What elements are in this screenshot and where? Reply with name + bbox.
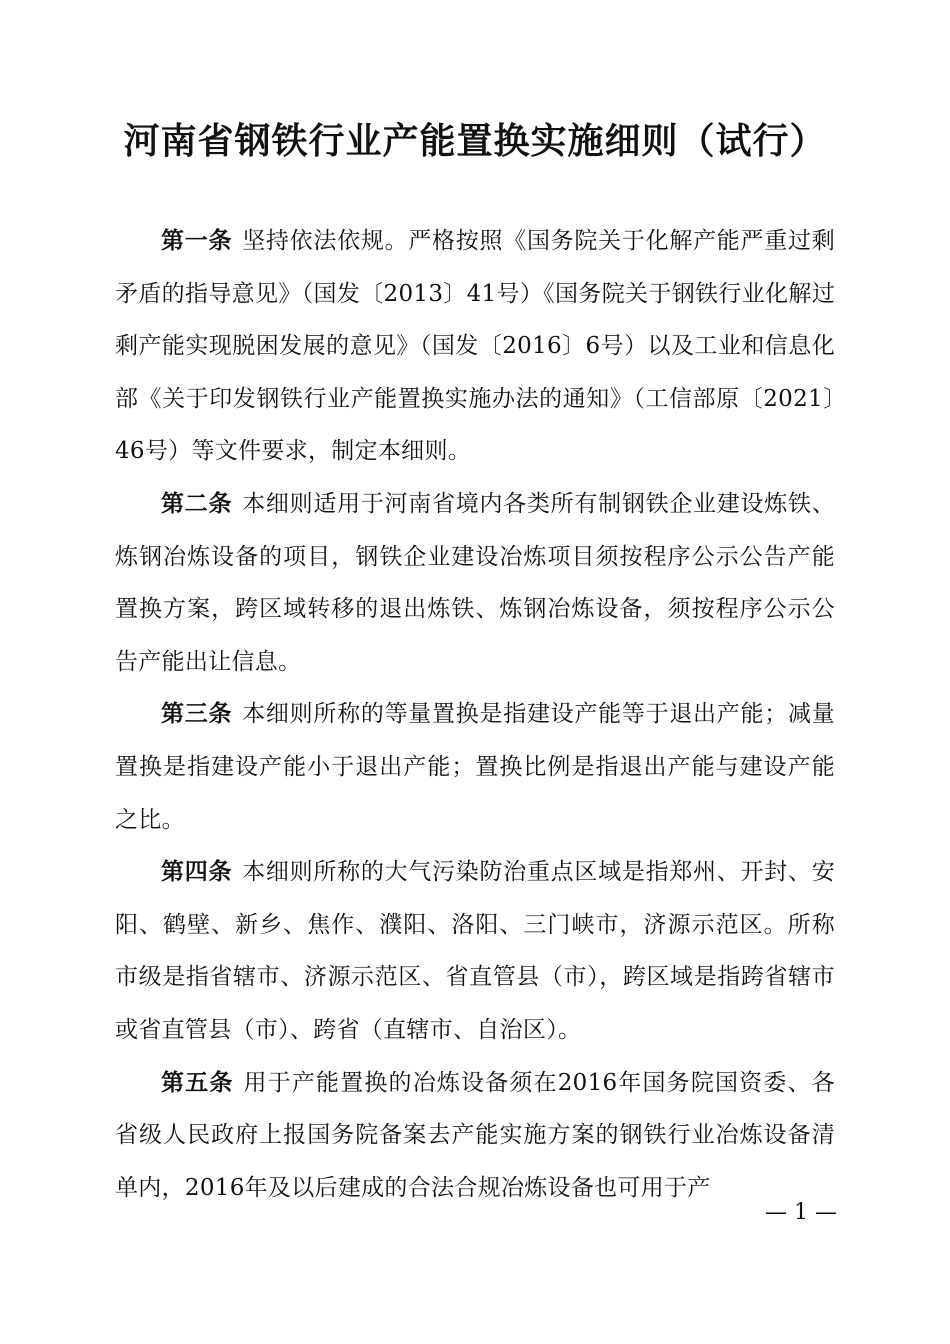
article-paragraph (115, 846, 835, 1056)
article-label: 第五条 (161, 1069, 234, 1096)
article-paragraph (115, 688, 835, 846)
article-text: 本细则适用于河南省境内各类所有制钢铁企业建设炼铁、炼钢冶炼设备的项目，钢铁企业建设冶炼项目须按程序公示公告产能置换方案，跨区域转移的退出炼铁、炼钢冶炼设备，须按程序公示公告产能出让信息。 (115, 490, 836, 675)
article-label: 第二条 (161, 490, 233, 517)
article-paragraph (115, 1057, 835, 1215)
document-body (115, 215, 835, 1214)
article-label: 第一条 (161, 228, 233, 254)
article-text: 用于产能置换的冶炼设备须在2016年国务院国资委、各省级人民政府上报国务院备案去产能实施方案的钢铁行业冶炼设备清单内，2016年及以后建成的合法合规冶炼设备也可用于产 (115, 1069, 835, 1201)
article-paragraph (115, 478, 835, 688)
page-number: — 1 — (765, 1200, 837, 1225)
document-title: 河南省钢铁行业产能置换实施细则（试行） (123, 121, 827, 162)
article-text: 本细则所称的等量置换是指建设产能等于退出产能；减量置换是指建设产能小于退出产能；置换比例是指退出产能与建设产能之比。 (115, 701, 836, 833)
article-label: 第三条 (161, 701, 233, 728)
article-paragraph (115, 215, 835, 478)
article-label: 第四条 (161, 859, 233, 886)
article-text: 坚持依法依规。严格按照《国务院关于化解产能严重过剩矛盾的指导意见》（国发〔2013〕41号）《国务院关于钢铁行业化解过剩产能实现脱困发展的意见》（国发〔2016〕6号）以及工业和信息化部《关于印发钢铁行业产能置换实施办法的通知》（工信部原〔2021〕46号）等文件要求，制定本细则。 (115, 228, 836, 465)
article-text: 本细则所称的大气污染防治重点区域是指郑州、开封、安阳、鹤壁、新乡、焦作、濮阳、洛阳、三门峡市，济源示范区。所称市级是指省辖市、济源示范区、省直管县（市），跨区域是指跨省辖市或省直管县（市）、跨省（直辖市、自治区）。 (115, 859, 836, 1043)
